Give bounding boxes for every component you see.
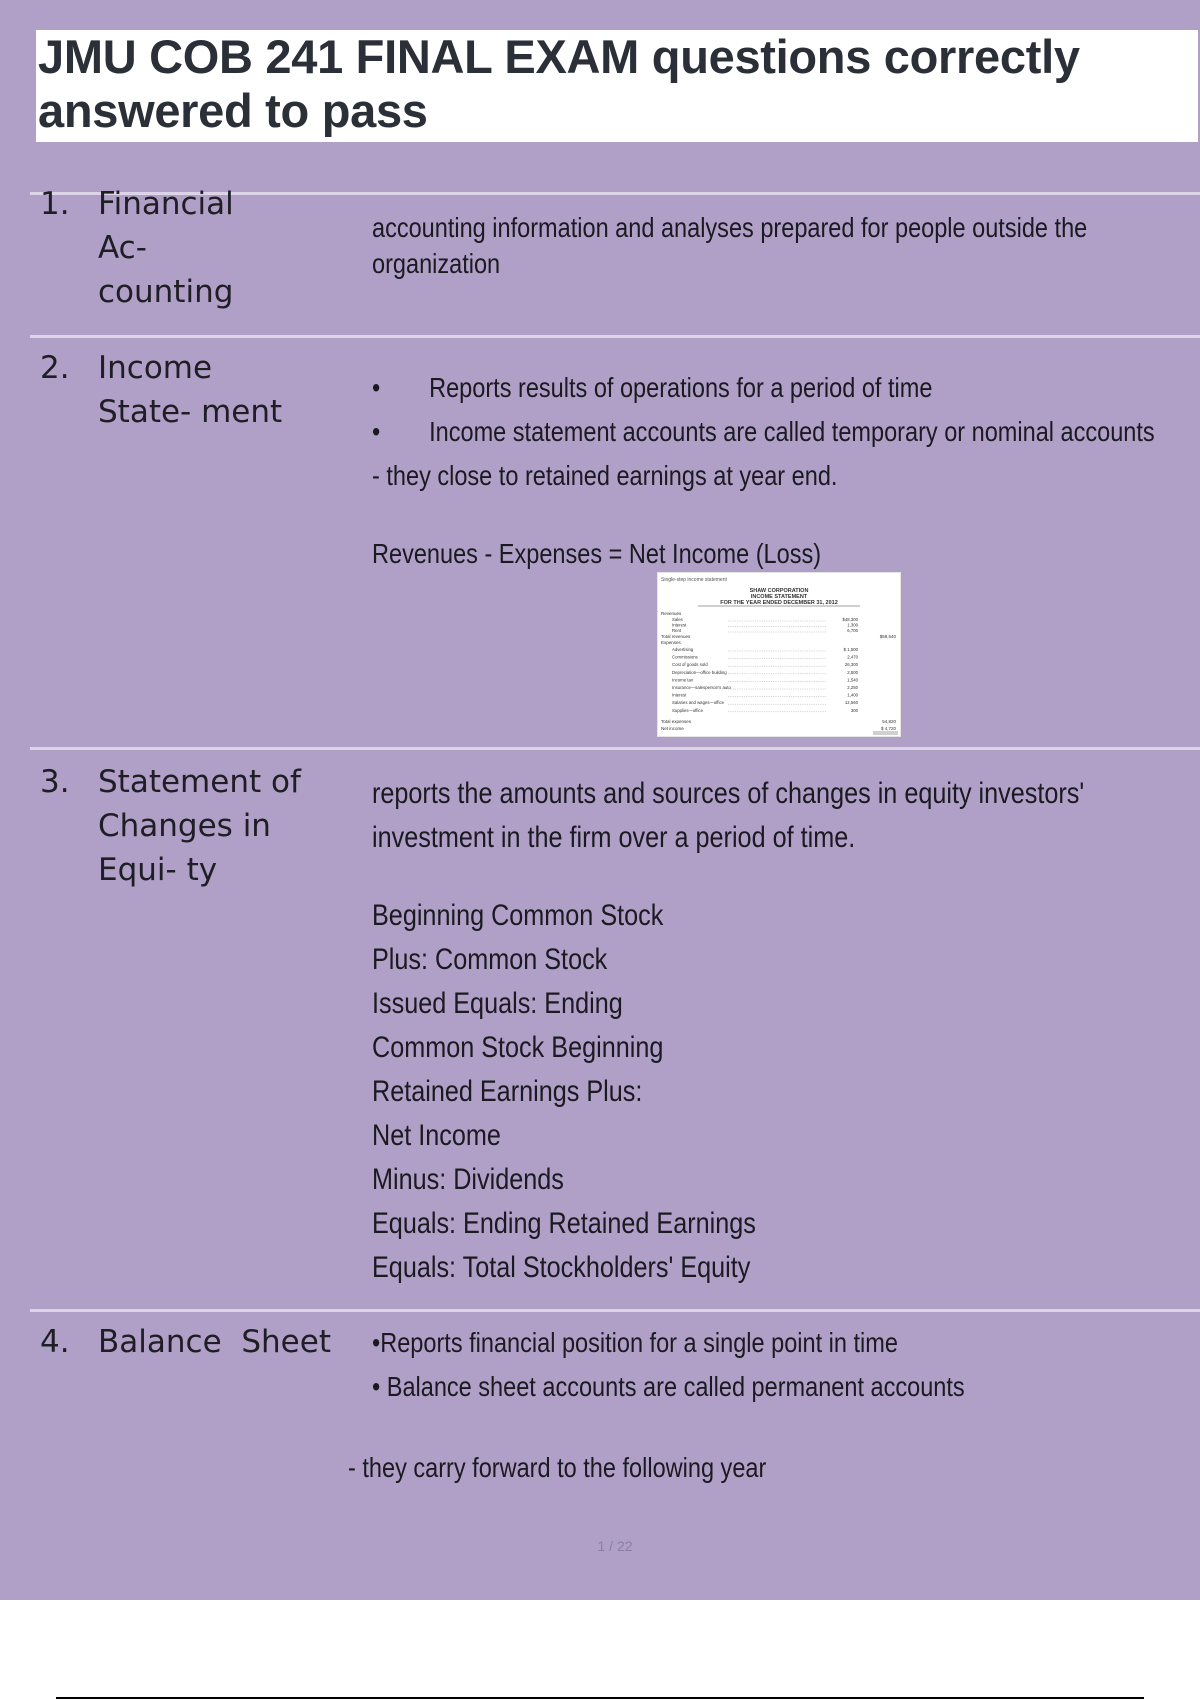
thumb-company: SHAW CORPORATION [749, 588, 809, 594]
entry-term [98, 1320, 358, 1364]
thumb-line-label: Commissions [672, 654, 698, 660]
thumb-line-label: Advertising [672, 647, 694, 652]
thumb-line-amount: 2,250 [847, 685, 858, 690]
definition-line: reports the amounts and sources of changes in equity investors' [372, 777, 1085, 810]
entry-number: 4. [40, 1324, 70, 1360]
continuation-text: - they close to retained earnings at year end. [372, 460, 838, 491]
document-title: JMU COB 241 FINAL EXAM questions correctly answered to pass [38, 30, 1080, 137]
bullet-icon: • [372, 416, 381, 447]
thumb-total-expenses: 54,820 [882, 719, 896, 724]
thumb-line-amount: 1,540 [847, 677, 858, 683]
entry-number: 2. [40, 350, 70, 386]
equity-step: Common Stock Beginning [372, 1031, 664, 1064]
entry-definition [372, 210, 1087, 282]
entry-term [98, 760, 338, 892]
term-line: Financial [98, 186, 234, 222]
entry-number: 1. [40, 186, 70, 222]
equity-step: Equals: Ending Retained Earnings [372, 1207, 756, 1240]
thumb-line-label: Cost of goods sold [672, 662, 708, 668]
thumb-total-revenues-label: Total revenues [661, 634, 691, 639]
title-box [36, 30, 1198, 142]
thumb-net-income: $ 4,720 [880, 726, 896, 731]
footer-rule [56, 1697, 1144, 1699]
thumb-line-label: Interest [672, 622, 687, 628]
bullet-text: Income statement accounts are called temporary or nominal accounts [429, 416, 1155, 447]
thumb-statement: INCOME STATEMENT [750, 594, 808, 600]
thumb-line-amount: $48,300 [842, 617, 858, 622]
entry-definition [372, 366, 1155, 576]
divider [30, 1309, 1200, 1312]
thumb-line-label: Sales [672, 617, 683, 622]
term-line: Balance Sheet [98, 1324, 331, 1360]
thumb-net-income-label: Net income [661, 726, 684, 731]
thumb-total-expenses-label: Total expenses [661, 719, 692, 724]
equity-step: Equals: Total Stockholders' Equity [372, 1251, 751, 1284]
thumb-line-label: Income tax [672, 677, 694, 683]
entry-term [98, 346, 338, 434]
term-line: Equi- ty [98, 852, 218, 888]
thumb-line-amount: $ 1,500 [843, 647, 858, 652]
thumb-caption: Single-step income statement [661, 577, 727, 583]
entry-definition [372, 772, 1084, 1290]
thumb-line-amount: 1,300 [847, 622, 858, 628]
definition-line: accounting information and analyses prepared for people outside the [372, 212, 1088, 243]
thumb-expenses-header: Expenses [661, 640, 681, 645]
divider [30, 747, 1200, 750]
thumb-line-label: Rent [672, 628, 682, 633]
term-line: counting [98, 274, 234, 310]
thumb-line-amount: 26,300 [844, 662, 858, 668]
definition-line: organization [372, 248, 501, 279]
term-line: Changes in [98, 808, 271, 844]
income-statement-thumbnail [657, 572, 901, 737]
thumb-total-revenues: $59,540 [879, 634, 896, 639]
thumb-line-amount: 1,400 [847, 692, 858, 698]
entry-definition [372, 1321, 965, 1409]
thumb-line-label: Depreciation—office building [672, 669, 727, 675]
thumb-line-amount: 12,560 [844, 700, 858, 706]
term-line: Income [98, 350, 213, 386]
entry-number: 3. [40, 764, 70, 800]
thumb-period: FOR THE YEAR ENDED DECEMBER 31, 2012 [720, 600, 838, 606]
bullet-icon: • [372, 372, 381, 403]
thumb-line-label: Salaries and wages—office [672, 700, 724, 706]
definition-line: investment in the firm over a period of time. [372, 821, 856, 854]
bullet-line: • Balance sheet accounts are called permanent accounts [372, 1371, 965, 1402]
page-number: 1 / 22 [597, 1538, 633, 1554]
equity-step: Retained Earnings Plus: [372, 1075, 643, 1108]
term-line: Statement of [98, 764, 301, 800]
divider [30, 335, 1200, 338]
bullet-line: •Reports financial position for a single point in time [372, 1327, 898, 1358]
thumb-line-amount: 300 [850, 707, 858, 713]
equity-step: Net Income [372, 1119, 501, 1152]
bullet-text: Reports results of operations for a period of time [429, 372, 933, 403]
thumb-line-label: Interest [672, 692, 687, 698]
thumb-line-amount: 2,500 [847, 669, 858, 675]
term-line: State- ment [98, 394, 283, 430]
equity-step: Minus: Dividends [372, 1163, 564, 1196]
equity-step: Beginning Common Stock [372, 899, 664, 932]
entry-term [98, 182, 338, 314]
equity-step: Issued Equals: Ending [372, 987, 623, 1020]
thumb-line-label: Insurance—salesperson's auto [672, 685, 731, 690]
thumb-revenues-header: Revenues [661, 611, 682, 616]
bullet-item [372, 366, 1155, 410]
term-line: Ac- [98, 230, 147, 266]
equity-steps [372, 894, 1084, 1290]
equity-step: Plus: Common Stock [372, 943, 608, 976]
thumb-line-amount: 6,700 [847, 628, 858, 633]
thumb-line-label: Supplies—office [672, 707, 703, 713]
formula-text: Revenues - Expenses = Net Income (Loss) [372, 538, 822, 569]
bullet-item [372, 410, 1155, 454]
thumb-line-amount: 2,470 [847, 654, 858, 660]
continuation-text: - they carry forward to the following year [348, 1452, 767, 1483]
